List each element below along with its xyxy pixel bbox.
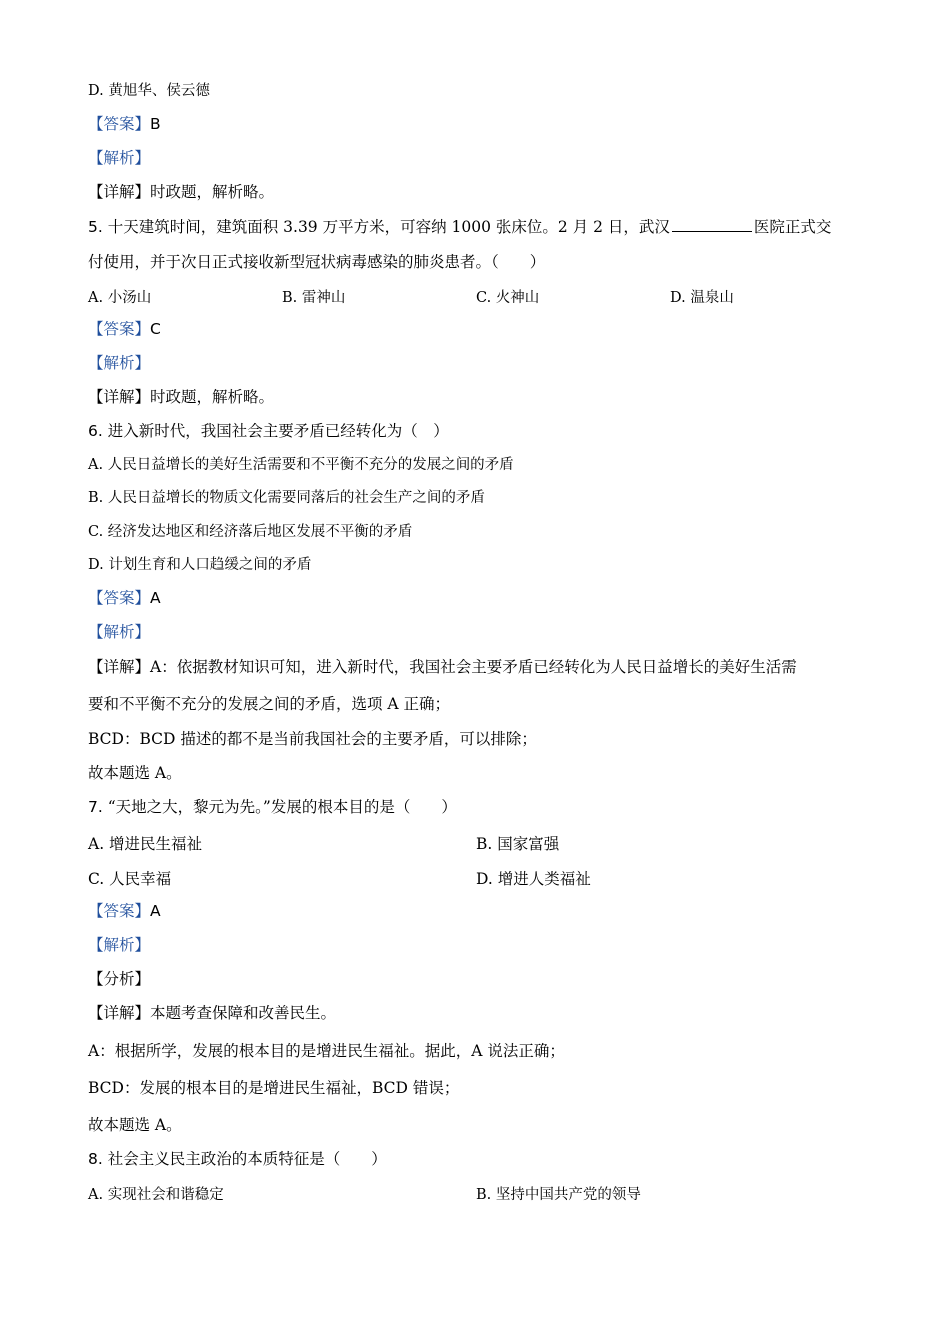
detail-tag: 【详解】 [88,183,151,201]
q7-number: 7. [88,798,103,816]
q6-option-a: A. 人民日益增长的美好生活需要和不平衡不充分的发展之间的矛盾 [88,457,514,473]
detail-text: 本题考查保障和改善民生。 [150,1004,337,1022]
q6-option-b: B. 人民日益增长的物质文化需要同落后的社会生产之间的矛盾 [88,490,485,506]
q5-option-c: C. 火神山 [476,290,540,306]
q5-stem-line-1 [88,216,831,237]
answer-tag: 【答案】 [88,902,151,920]
q7-stem [88,797,457,817]
detail-text: A：依据教材知识可知，进入新时代，我国社会主要矛盾已经转化为人民日益增长的美好生活需 [150,658,797,676]
q6-stem-text: 进入新时代，我国社会主要矛盾已经转化为（ ） [107,422,449,440]
q5-number: 5. [88,218,103,236]
q5-option-b: B. 雷神山 [282,290,346,306]
answer-value: A [150,902,161,920]
q6-detail-line-3: BCD：BCD 描述的都不是当前我国社会的主要矛盾，可以排除； [88,730,537,748]
q8-stem [88,1149,387,1169]
q7-option-d: D. 增进人类福祉 [476,870,591,888]
q8-number: 8. [88,1150,103,1168]
q7-detail-line-3: BCD：发展的根本目的是增进民生福祉，BCD 错误； [88,1079,460,1097]
q5-option-a: A. 小汤山 [88,290,152,306]
q4-answer [88,114,161,134]
q5-option-d: D. 温泉山 [670,290,734,306]
q5-detail [88,387,274,407]
q8-option-a: A. 实现社会和谐稳定 [88,1187,224,1203]
q4-analysis-tag: 【解析】 [88,149,151,167]
q6-number: 6. [88,422,103,440]
q4-detail [88,182,274,202]
answer-value: B [150,115,161,133]
q5-stem-part-1: 十天建筑时间，建筑面积 3.39 万平方米，可容纳 1000 张床位。2 月 2 日，武汉 [107,218,670,236]
q7-fenxi-tag: 【分析】 [88,970,151,988]
q5-answer [88,319,161,339]
q7-detail-line-4: 故本题选 A。 [88,1116,182,1134]
answer-tag: 【答案】 [88,589,151,607]
q7-answer [88,901,161,921]
detail-tag: 【详解】 [88,658,151,676]
detail-tag: 【详解】 [88,388,151,406]
q6-detail-line-1 [88,657,797,677]
q6-option-d: D. 计划生育和人口趋缓之间的矛盾 [88,557,312,573]
q6-analysis-tag: 【解析】 [88,623,151,641]
detail-text: 时政题，解析略。 [150,388,275,406]
q7-option-a: A. 增进民生福祉 [88,835,203,853]
q6-detail-line-2: 要和不平衡不充分的发展之间的矛盾，选项 A 正确； [88,695,451,713]
q6-stem [88,421,449,441]
q5-stem-part-2: 医院正式交 [753,218,832,236]
q7-option-c: C. 人民幸福 [88,870,172,888]
q5-stem-line-2: 付使用，并于次日正式接收新型冠状病毒感染的肺炎患者。（ ） [88,253,546,271]
q7-detail-line-1 [88,1003,336,1023]
q6-answer [88,588,161,608]
answer-tag: 【答案】 [88,115,151,133]
q8-option-b: B. 坚持中国共产党的领导 [476,1187,641,1203]
answer-value: C [150,320,161,338]
q5-blank [672,216,752,232]
q6-detail-line-4: 故本题选 A。 [88,764,182,782]
q7-option-b: B. 国家富强 [476,835,560,853]
detail-tag: 【详解】 [88,1004,151,1022]
answer-value: A [150,589,161,607]
q6-option-c: C. 经济发达地区和经济落后地区发展不平衡的矛盾 [88,524,413,540]
answer-tag: 【答案】 [88,320,151,338]
q7-detail-line-2: A：根据所学，发展的根本目的是增进民生福祉。据此，A 说法正确； [88,1042,565,1060]
detail-text: 时政题，解析略。 [150,183,275,201]
q8-stem-text: 社会主义民主政治的本质特征是（ ） [107,1150,387,1168]
q5-analysis-tag: 【解析】 [88,354,151,372]
q7-stem-text: “天地之大，黎元为先。”发展的根本目的是（ ） [107,798,457,816]
q4-option-d: D. 黄旭华、侯云德 [88,83,210,99]
q7-analysis-tag: 【解析】 [88,936,151,954]
